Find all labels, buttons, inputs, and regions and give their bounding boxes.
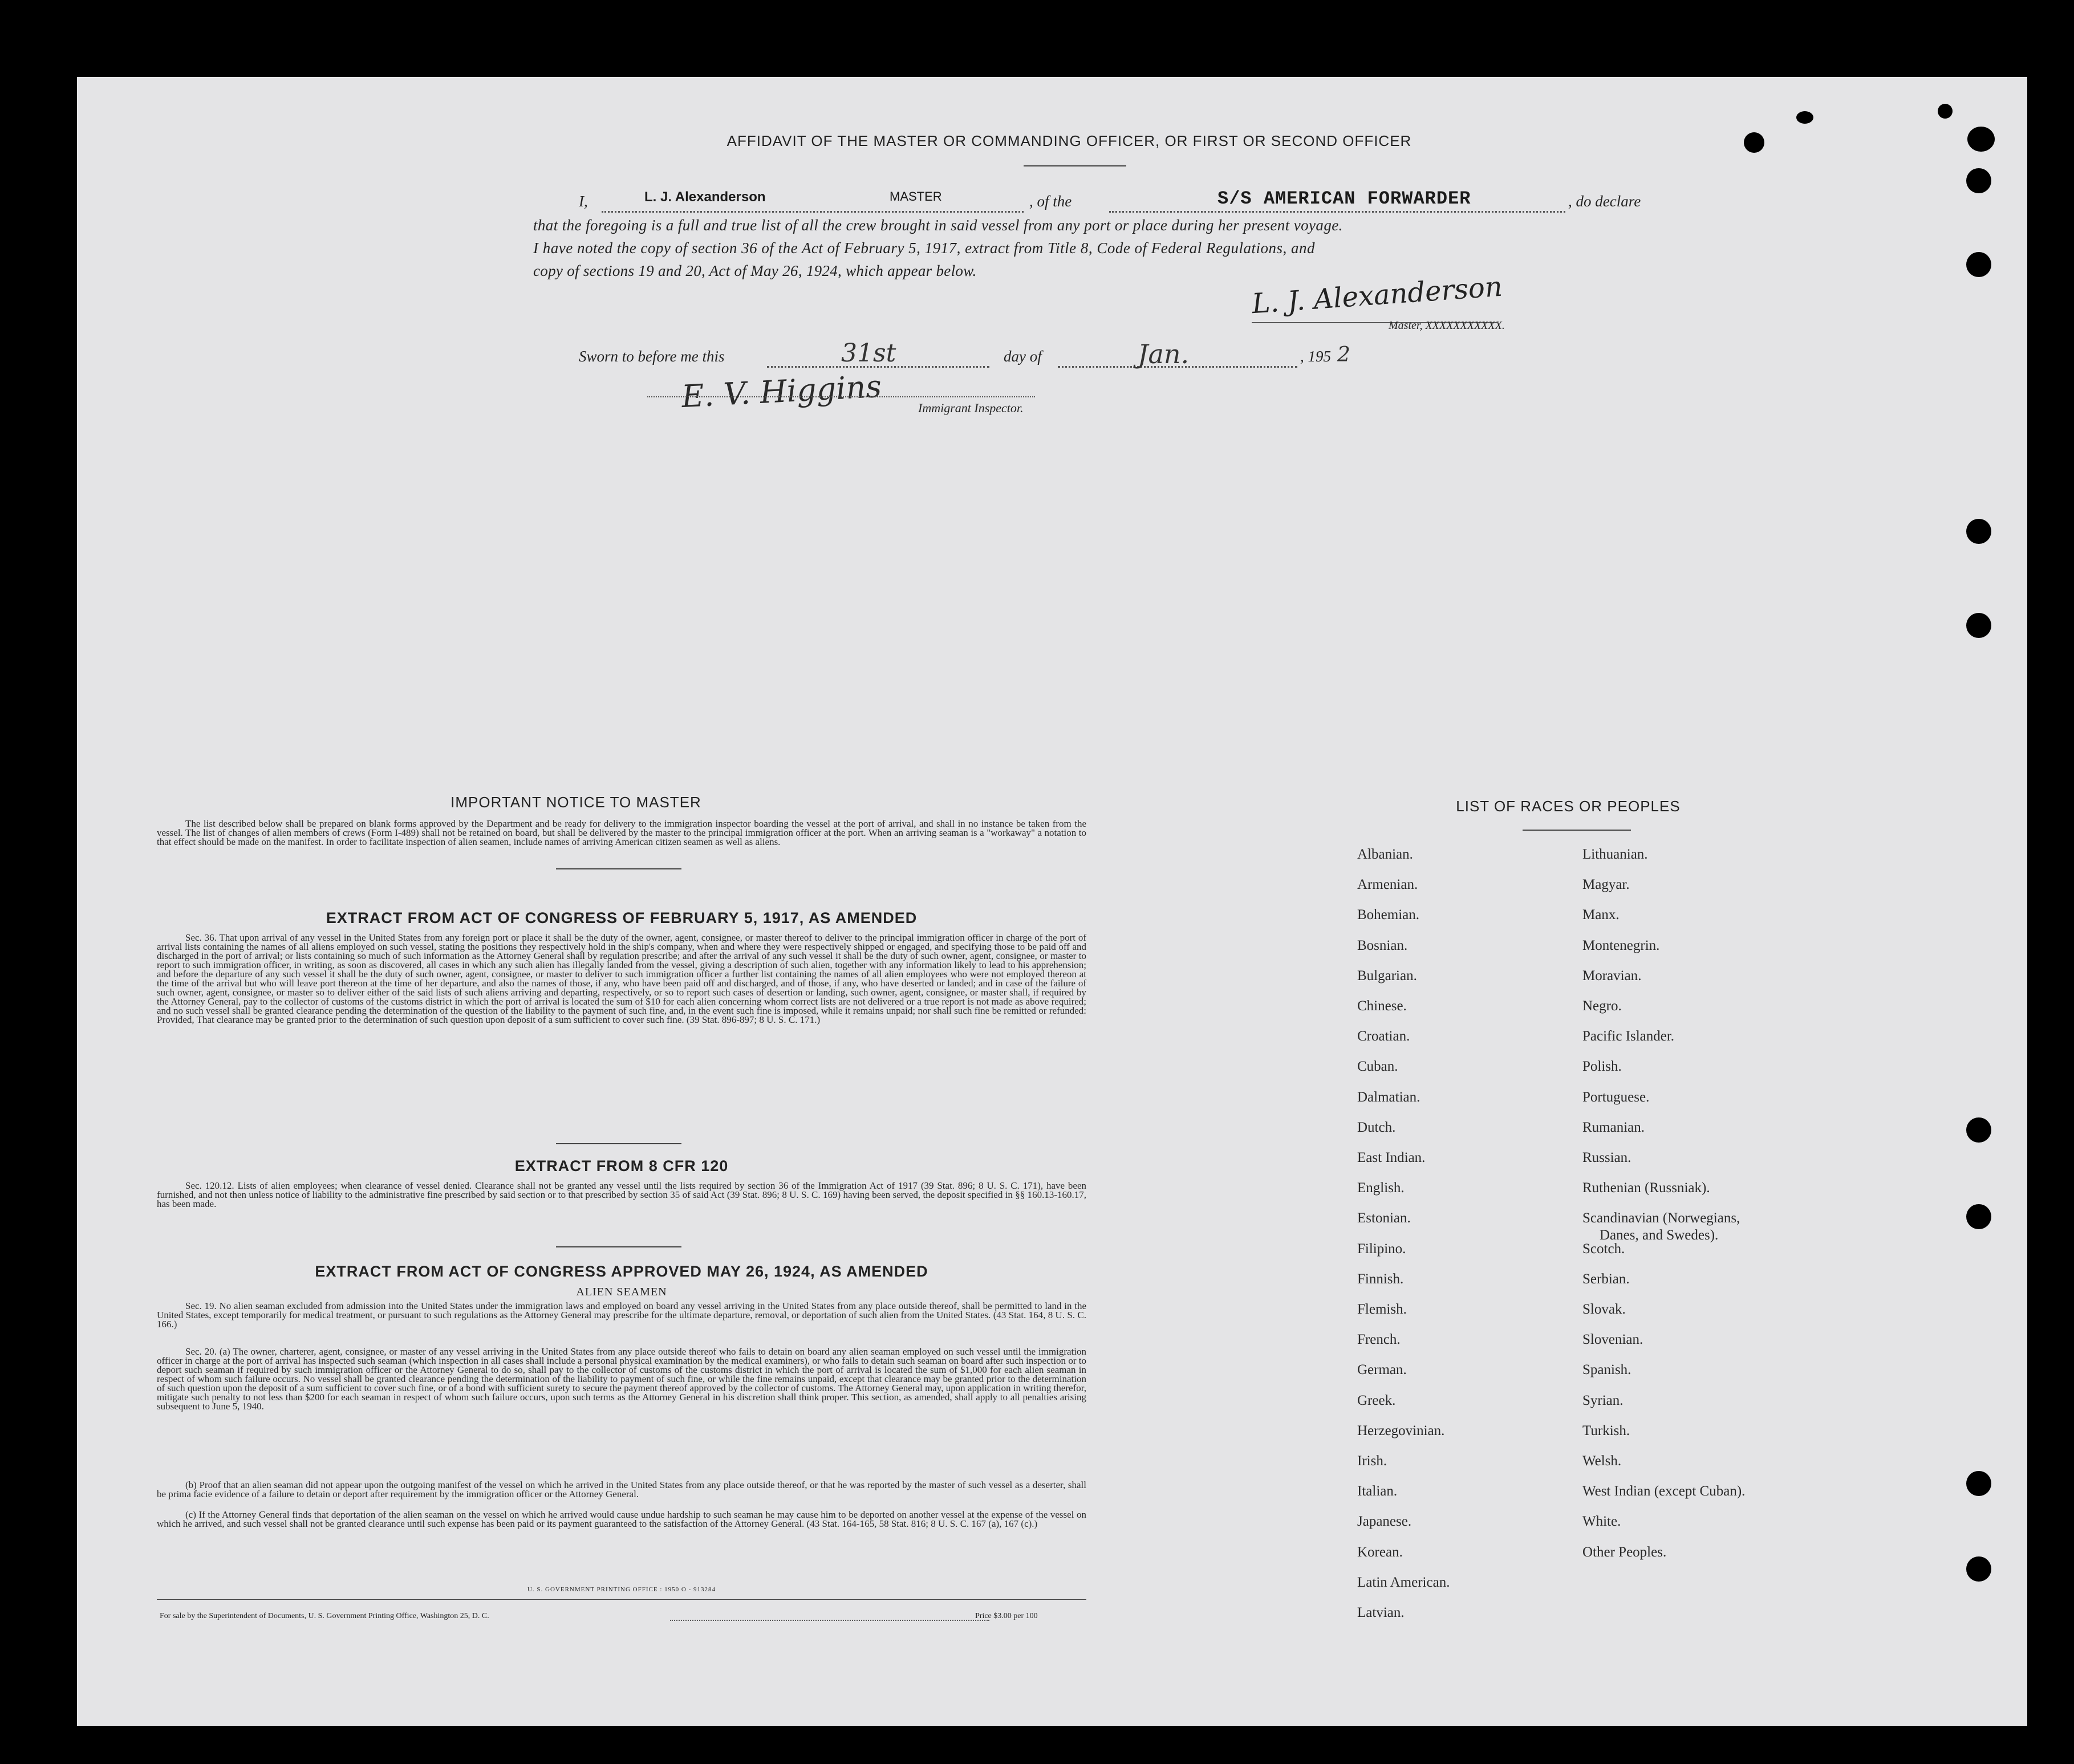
extract-1917-rule <box>556 1143 681 1144</box>
binder-hole <box>1966 1556 1991 1582</box>
race-item: Scotch. <box>1582 1241 1625 1257</box>
race-item: Albanian. <box>1357 847 1413 862</box>
vessel-line <box>1109 211 1565 213</box>
race-item: White. <box>1582 1514 1621 1530</box>
race-item: Lithuanian. <box>1582 847 1648 862</box>
race-item: Magyar. <box>1582 877 1630 893</box>
printing-office-note: U. S. GOVERNMENT PRINTING OFFICE : 1950 O - 913284 <box>527 1586 716 1593</box>
inspector-line <box>647 396 1035 397</box>
race-item: Other Peoples. <box>1582 1544 1667 1560</box>
year-suffix: 2 <box>1337 343 1350 367</box>
sec20b-text: (b) Proof that an alien seaman did not appear upon the outgoing manifest of the vessel on which he arrived in the United States from any place outside thereof, or that he was reported by the master of such vessel as a deserter, shall be prima facie evidence of a failure to detain or deport after requirement by the immigration officer or the Attorney General. <box>157 1480 1086 1499</box>
race-item: West Indian (except Cuban). <box>1582 1483 1746 1499</box>
race-item: Serbian. <box>1582 1271 1630 1287</box>
sec20c-text: (c) If the Attorney General finds that deportation of the alien seaman on the vessel on which he arrived would cause undue hardship to such seaman he may cause him to be deported on another vessel at the expense of the vessel on which he arrived, and such vessel shall not be granted clearance until such expense has been paid or its payment guaranteed to the satisfaction of the Attorney General. (43 Stat. 164-165, 58 Stat. 816; 8 U. S. C. 167 (a), 167 (c).) <box>157 1509 1086 1529</box>
sworn-month: Jan. <box>1138 339 1190 369</box>
sworn-day: 31st <box>841 339 896 368</box>
inspector-signature: E. V. Higgins <box>680 368 883 415</box>
notice-text: The list described below shall be prepared on blank forms approved by the Department and be ready for delivery to the immigration inspector boarding the vessel at the port of arrival, and shall in no instance be taken from the vessel. The list of changes of alien members of crews (Form I-489) shall not be retained on board, but shall be delivered by the master to the principal immigration officer at the port. When an arriving seaman is a "workaway" a notation to that effect should be made on the manifest. In order to facilitate inspection of alien seamen, include names of arriving American citizen seamen as well as aliens. <box>157 818 1086 847</box>
ink-blot <box>1938 104 1953 119</box>
name-line <box>602 211 1024 213</box>
races-title: LIST OF RACES OR PEOPLES <box>1456 798 1681 815</box>
extract-cfr-rule <box>556 1246 681 1247</box>
race-item: Latvian. <box>1357 1605 1405 1620</box>
extract-1924-title: EXTRACT FROM ACT OF CONGRESS APPROVED MAY 26, 1924, AS AMENDED <box>315 1263 928 1280</box>
binder-hole <box>1966 519 1991 544</box>
binder-hole <box>1966 1204 1991 1229</box>
race-item: Irish. <box>1357 1453 1387 1469</box>
sec20a-text: Sec. 20. (a) The owner, charterer, agent, consignee, or master of any vessel arriving in the United States from any place outside thereof who fails to detain on board any alien seaman employed on such vessel until the immigration officer in charge at the port of arrival has inspected such seaman (which inspection in all cases shall include a personal physical examination by the medical examiners), or who fails to detain such seaman on board after such inspection or to deport such seaman if required by such immigration officer or the Attorney General to do so, shall pay to the collector of customs of the customs district in which the port of arrival is located the sum of $1,000 for each alien seaman in respect of whom such failure occurs. No vessel shall be granted clearance pending the determination of the liability to payment of such fine, or while the fine remains unpaid, except that clearance may be granted prior to the determination of such question upon the deposit of a sum sufficient to cover such fine, or of a bond with sufficient surety to secure the payment thereof approved by the collector of customs. The Attorney General may, upon application in writing therefor, mitigate such penalty to not less than $200 for each seaman in respect of whom such failure occurs, upon such terms as the Attorney General in his discretion shall think proper. This section, as amended, shall apply to all penalties arising subsequent to June 5, 1940. <box>157 1346 1086 1412</box>
race-item: Korean. <box>1357 1544 1403 1560</box>
race-item: Welsh. <box>1582 1453 1622 1469</box>
race-item: Bosnian. <box>1357 937 1408 953</box>
race-item: Ruthenian (Russniak). <box>1582 1180 1710 1196</box>
inspector-caption: Immigrant Inspector. <box>918 401 1024 415</box>
ink-blot <box>1744 132 1764 153</box>
binder-hole <box>1966 1117 1991 1143</box>
line1-prefix: I, <box>579 193 588 210</box>
race-item: Croatian. <box>1357 1029 1410 1044</box>
race-item: Danes, and Swedes). <box>1600 1228 1719 1243</box>
race-item: Dutch. <box>1357 1119 1396 1135</box>
race-item: Montenegrin. <box>1582 937 1660 953</box>
race-item: Dalmatian. <box>1357 1089 1420 1105</box>
race-item: Flemish. <box>1357 1302 1407 1317</box>
for-sale-note: For sale by the Superintendent of Documents, U. S. Government Printing Office, Washington 25, D. C. <box>160 1612 489 1620</box>
extract-cfr-title: EXTRACT FROM 8 CFR 120 <box>514 1157 729 1174</box>
affidavit-line3: I have noted the copy of section 36 of the Act of February 5, 1917, extract from Title 8, Code of Federal Regulations, and <box>533 239 1316 257</box>
extract-1917-text: Sec. 36. That upon arrival of any vessel in the United States from any foreign port or place it shall be the duty of the owner, agent, consignee, or master thereof to deliver to the principal immigration officer in charge of the port of arrival lists containing the names of all aliens employed on such vessel, stating the positions they respectively hold in the ship's company, when and where they were respectively shipped or engaged, and specifying those to be paid off and discharged in the port of arrival; or lists containing so much of such information as the Attorney General shall by regulation prescribe; and after the arrival of any such vessel it shall be the duty of such owner, agent, consignee, or master to report to such immigration officer, in writing, as soon as discovered, all cases in which any such alien has illegally landed from the vessel, giving a description of such alien, together with any information likely to lead to his apprehension; and before the departure of any such vessel it shall be the duty of such owner, agent, consignee, or master to deliver to such immigration officer a further list containing the names of all alien employees who were not employed thereon at the time of the arrival but who will leave port thereon at the time of her departure, and also the names of those, if any, who have been paid off and discharged, and of those, if any, who have deserted or landed; and in case of the failure of such owner, agent, consignee, or master so to deliver either of the said lists of such aliens arriving and departing, respectively, or so to report such cases of desertion or landing, such owner, agent, consignee, or master shall, if required by the Attorney General, pay to the collector of customs of the customs district in which the port of arrival is located the sum of $10 for each alien concerning whom correct lists are not delivered or a true report is not made as above required; and no such vessel shall be granted clearance pending the determination of the question of the liability to the payment of such fine, and, in the event such fine is imposed, while it remains unpaid; nor shall such fine be remitted or refunded: Provided, That clearance may be granted prior to the determination of such question upon deposit of a sum sufficient to cover such fine. (39 Stat. 896-897; 8 U. S. C. 171.) <box>157 932 1086 1025</box>
extract-1917-title: EXTRACT FROM ACT OF CONGRESS OF FEBRUARY 5, 1917, AS AMENDED <box>326 909 918 926</box>
notice-title: IMPORTANT NOTICE TO MASTER <box>450 794 701 811</box>
sworn-prefix: Sworn to before me this <box>579 348 725 365</box>
price-note: Price $3.00 per 100 <box>975 1612 1038 1620</box>
race-item: Armenian. <box>1357 877 1418 893</box>
document-page <box>77 77 2027 1726</box>
race-item: French. <box>1357 1332 1401 1348</box>
binder-hole <box>1966 613 1991 638</box>
master-caption: Master, XXXXXXXXXXX. <box>1389 319 1505 332</box>
affidavit-line1 <box>579 188 1691 212</box>
race-item: Spanish. <box>1582 1362 1631 1378</box>
race-item: Russian. <box>1582 1150 1631 1165</box>
notice-rule <box>556 868 681 869</box>
race-item: Bohemian. <box>1357 907 1420 923</box>
affidavit-title: AFFIDAVIT OF THE MASTER OR COMMANDING OFFICER, OR FIRST OR SECOND OFFICER <box>726 132 1412 149</box>
race-item: Herzegovinian. <box>1357 1422 1445 1438</box>
master-signature: L. J. Alexanderson <box>1251 270 1504 320</box>
race-item: Pacific Islander. <box>1582 1029 1675 1044</box>
declarant-rank: MASTER <box>890 189 942 204</box>
race-item: Slovak. <box>1582 1302 1626 1317</box>
declarant-name: L. J. Alexanderson <box>644 189 766 205</box>
race-item: Scandinavian (Norwegians, <box>1582 1210 1740 1226</box>
race-item: Italian. <box>1357 1483 1398 1499</box>
binder-hole <box>1966 168 1991 193</box>
affidavit-line4: copy of sections 19 and 20, Act of May 26, 1924, which appear below. <box>533 262 977 279</box>
binder-hole <box>1966 1471 1991 1496</box>
race-item: Slovenian. <box>1582 1332 1643 1348</box>
race-item: Moravian. <box>1582 968 1642 983</box>
vessel-name: S/S AMERICAN FORWARDER <box>1217 188 1471 209</box>
sworn-line <box>579 339 1463 371</box>
do-declare-label: , do declare <box>1568 193 1641 210</box>
race-item: English. <box>1357 1180 1405 1196</box>
race-item: Estonian. <box>1357 1210 1411 1226</box>
footer-rule <box>157 1599 1086 1600</box>
race-item: Cuban. <box>1357 1059 1398 1075</box>
race-item: German. <box>1357 1362 1407 1378</box>
race-item: Chinese. <box>1357 998 1407 1014</box>
extract-cfr-text: Sec. 120.12. Lists of alien employees; when clearance of vessel denied. Clearance shall not be granted any vessel until the lists required by section 36 of the Immigration Act of 1917 (39 Stat. 896; 8 U. S. C. 171), have been furnished, and not then unless notice of liability to the administrative fine prescribed by said section or to that prescribed by section 35 of said Act (39 Stat. 896; 8 U. S. C. 169) having been served, the deposit specified in §§ 160.13-160.17, has been made. <box>157 1180 1086 1209</box>
race-item: Manx. <box>1582 907 1620 923</box>
race-item: East Indian. <box>1357 1150 1426 1165</box>
race-item: Bulgarian. <box>1357 968 1417 983</box>
title-rule <box>1024 165 1126 166</box>
race-item: Portuguese. <box>1582 1089 1650 1105</box>
of-the-label: , of the <box>1029 193 1072 210</box>
ink-blot <box>1967 127 1995 152</box>
race-item: Japanese. <box>1357 1514 1412 1530</box>
race-item: Filipino. <box>1357 1241 1406 1257</box>
day-of-label: day of <box>1004 348 1042 365</box>
races-rule <box>1523 830 1631 831</box>
affidavit-line2: that the foregoing is a full and true list of all the crew brought in said vessel from any port or place during her present voyage. <box>533 217 1343 234</box>
race-item: Latin American. <box>1357 1574 1450 1590</box>
binder-hole <box>1966 252 1991 277</box>
race-item: Polish. <box>1582 1059 1622 1075</box>
race-item: Greek. <box>1357 1392 1396 1408</box>
sec19-text: Sec. 19. No alien seaman excluded from admission into the United States under the immigration laws and employed on board any vessel arriving in the United States from any place outside thereof, shall be permitted to land in the United States, except temporarily for medical treatment, or pursuant to such regulations as the Attorney General may prescribe for the ultimate departure, removal, or deportation of such alien from the United States. (43 Stat. 164, 8 U. S. C. 166.) <box>157 1300 1086 1330</box>
extract-1924-subtitle: ALIEN SEAMEN <box>576 1286 667 1298</box>
race-item: Finnish. <box>1357 1271 1404 1287</box>
race-item: Turkish. <box>1582 1422 1630 1438</box>
ink-blot <box>1796 111 1813 124</box>
year-prefix: , 195 <box>1300 348 1331 365</box>
race-item: Negro. <box>1582 998 1622 1014</box>
race-item: Rumanian. <box>1582 1119 1645 1135</box>
footer-leader <box>670 1620 989 1621</box>
race-item: Syrian. <box>1582 1392 1624 1408</box>
